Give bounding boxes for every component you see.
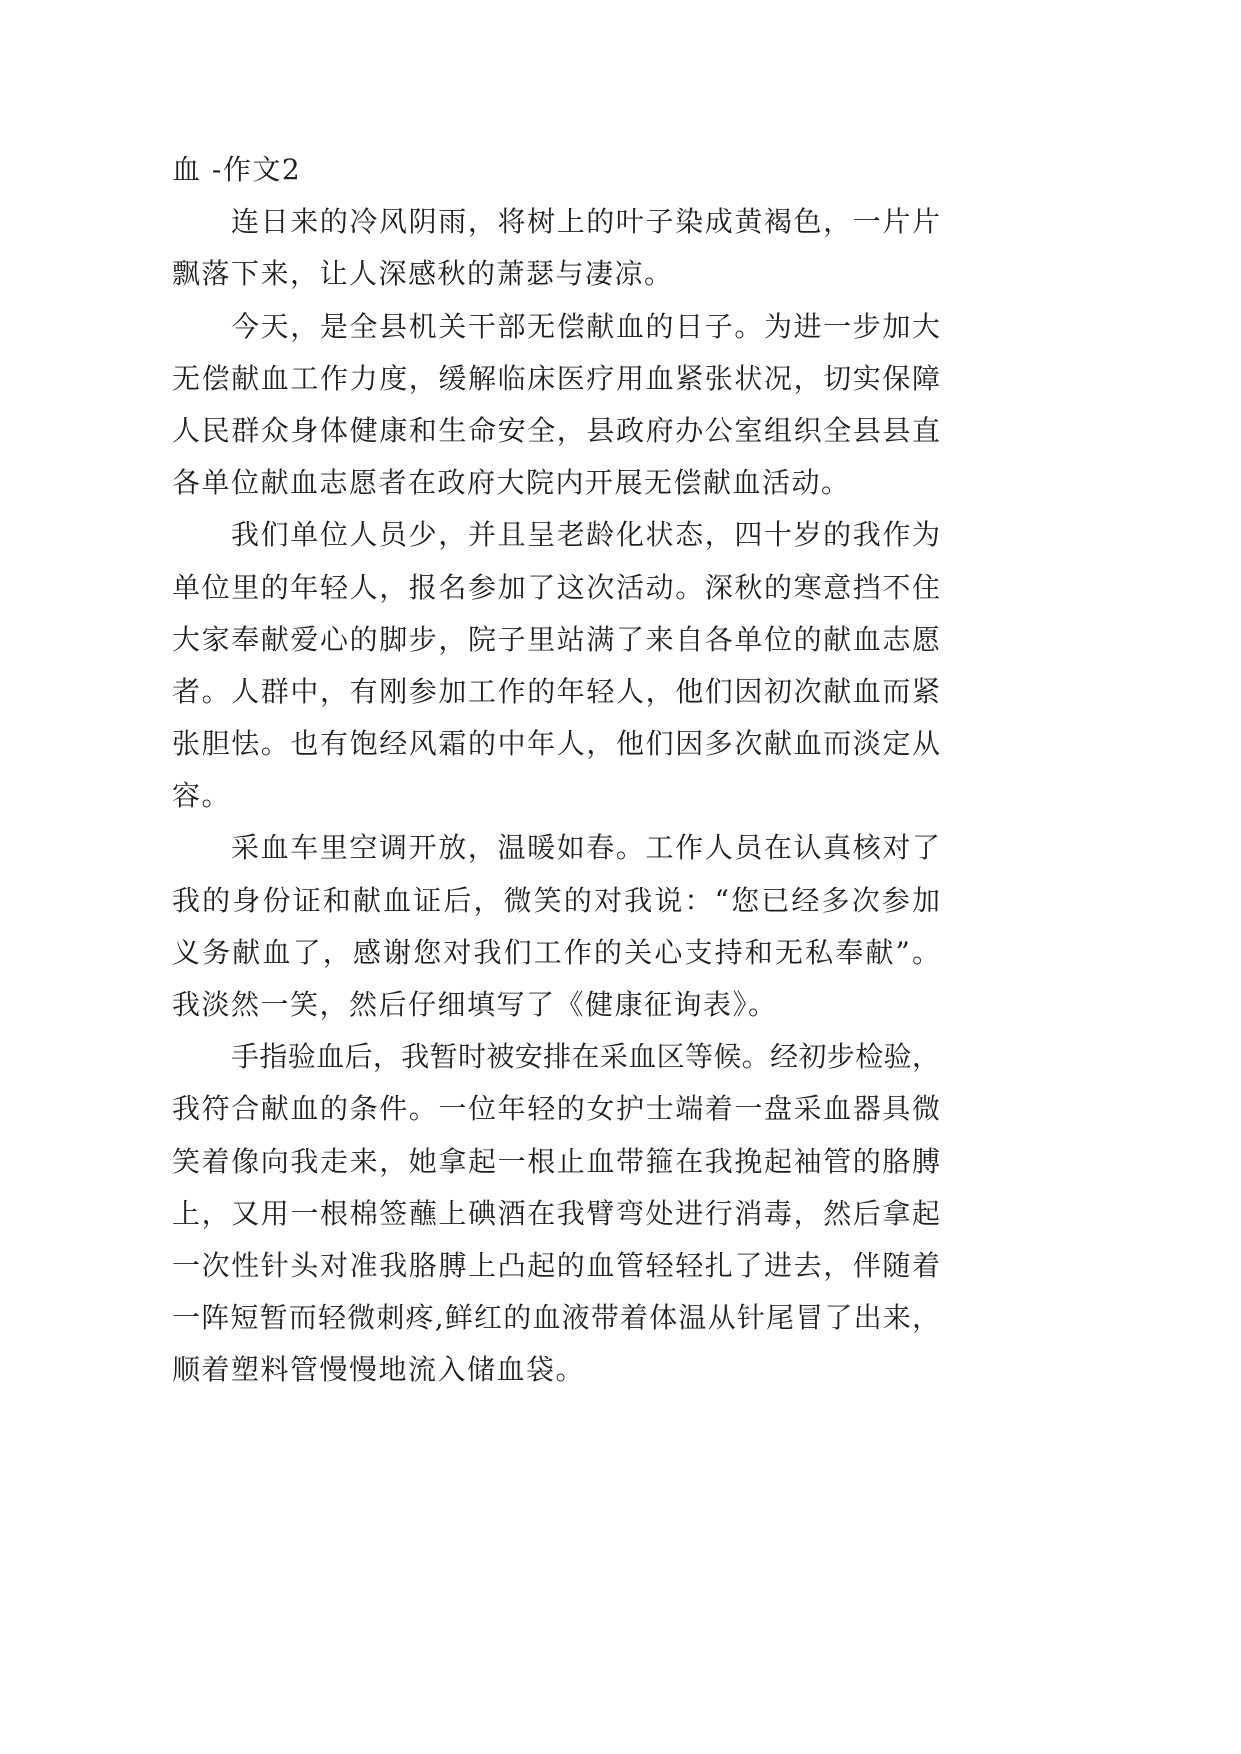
text-line: 义务献血了，感谢您对我们工作的关心支持和无私奉献”。	[172, 935, 940, 969]
text-line: 今天，是全县机关干部无偿献血的日子。为进一步加大	[231, 309, 940, 343]
text-line: 大家奉献爱心的脚步，院子里站满了来自各单位的献血志愿	[172, 622, 940, 656]
text-line: 采血车里空调开放，温暖如春。工作人员在认真核对了	[231, 831, 940, 865]
text-line: 我的身份证和献血证后，微笑的对我说：“您已经多次参加	[172, 883, 940, 917]
text-line: 我淡然一笑，然后仔细填写了《健康征询表》。	[172, 988, 778, 1021]
text-line: 一阵短暂而轻微刺疼,鲜红的血液带着体温从针尾冒了出来，	[172, 1301, 940, 1335]
document-title: 血 -作文2	[172, 153, 302, 186]
text-line: 各单位献血志愿者在政府大院内开展无偿献血活动。	[172, 466, 851, 500]
paragraph	[172, 301, 940, 510]
text-line: 我们单位人员少，并且呈老龄化状态，四十岁的我作为	[231, 518, 940, 552]
text-line: 我符合献血的条件。一位年轻的女护士端着一盘采血器具微	[172, 1092, 940, 1126]
text-line: 笑着像向我走来，她拿起一根止血带箍在我挽起袖管的胳膊	[172, 1144, 940, 1178]
text-line: 单位里的年轻人，报名参加了这次活动。深秋的寒意挡不住	[172, 570, 940, 604]
paragraph	[172, 196, 940, 300]
text-line: 者。人群中，有刚参加工作的年轻人，他们因初次献血而紧	[172, 674, 940, 708]
document-body	[172, 144, 940, 1397]
text-line: 一次性针头对准我胳膊上凸起的血管轻轻扎了进去，伴随着	[172, 1248, 940, 1282]
text-line: 顺着塑料管慢慢地流入储血袋。	[172, 1353, 586, 1387]
paragraph	[172, 822, 940, 1031]
text-line: 手指验血后，我暂时被安排在采血区等候。经初步检验，	[231, 1040, 940, 1074]
text-line: 连日来的冷风阴雨，将树上的叶子染成黄褐色，一片片	[231, 205, 940, 239]
paragraph	[172, 509, 940, 822]
text-line: 无偿献血工作力度，缓解临床医疗用血紧张状况，切实保障	[172, 361, 940, 395]
text-line: 飘落下来，让人深感秋的萧瑟与凄凉。	[172, 257, 674, 291]
text-line: 上，又用一根棉签蘸上碘酒在我臂弯处进行消毒，然后拿起	[172, 1196, 940, 1230]
text-line: 张胆怯。也有饱经风霜的中年人，他们因多次献血而淡定从	[172, 727, 940, 761]
text-line: 人民群众身体健康和生命安全，县政府办公室组织全县县直	[172, 413, 940, 447]
paragraph	[172, 1031, 940, 1396]
text-line: 容。	[172, 779, 232, 813]
